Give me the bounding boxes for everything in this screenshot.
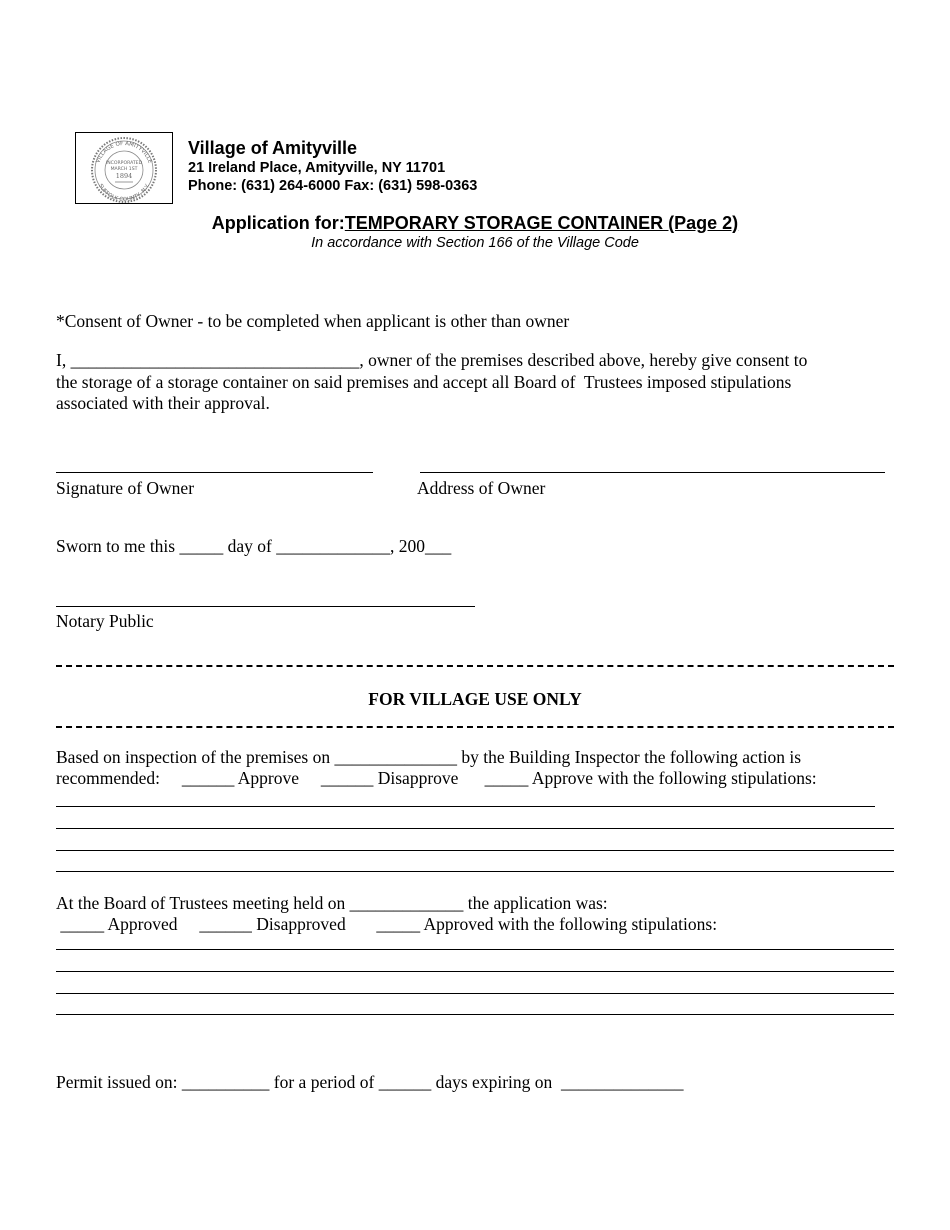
- sworn-statement: Sworn to me this _____ day of _____________, 200___: [56, 536, 452, 556]
- seal-middle-text-2: MARCH 1ST: [110, 167, 138, 172]
- permit-line: Permit issued on: __________ for a period of ______ days expiring on ______________: [56, 1072, 684, 1092]
- seal-icon: [88, 135, 160, 203]
- address-label: Address of Owner: [417, 478, 546, 498]
- inspection-stipulation-line[interactable]: [56, 871, 894, 872]
- inspection-stipulation-line[interactable]: [56, 850, 894, 851]
- signature-label: Signature of Owner: [56, 478, 195, 498]
- inspection-line-1: Based on inspection of the premises on ______________ by the Building Inspector the following action is: [56, 747, 802, 767]
- board-line-1: At the Board of Trustees meeting held on _____________ the application was:: [56, 893, 608, 913]
- board-stipulation-line[interactable]: [56, 1014, 894, 1015]
- signature-line[interactable]: [56, 472, 373, 473]
- consent-line-3: associated with their approval.: [56, 393, 270, 413]
- seal-bottom-text: SUFFOLK COUNTY, N.Y.: [96, 183, 152, 203]
- notary-line[interactable]: [56, 606, 475, 607]
- notary-label: Notary Public: [56, 611, 154, 631]
- application-title: [0, 213, 950, 234]
- divider-bottom: [56, 726, 894, 728]
- inspection-stipulation-line[interactable]: [56, 828, 894, 829]
- consent-line-1: I, _________________________________, owner of the premises described above, hereby give consent to: [56, 350, 808, 370]
- application-prefix: Application for:: [211, 213, 345, 233]
- board-stipulation-line[interactable]: [56, 971, 894, 972]
- seal-middle-text-1: INCORPORATED: [105, 161, 143, 166]
- seal-top-text: VILLAGE OF AMITYVILLE: [95, 140, 153, 165]
- village-seal: [75, 132, 173, 204]
- application-type: TEMPORARY STORAGE CONTAINER (Page 2): [344, 213, 739, 233]
- inspection-line-2: recommended: ______ Approve ______ Disapprove _____ Approve with the following stipulations:: [56, 768, 817, 788]
- org-name: Village of Amityville: [188, 138, 358, 158]
- consent-line-2: the storage of a storage container on said premises and accept all Board of Trustees imposed stipulations: [56, 372, 792, 392]
- org-address: 21 Ireland Place, Amityville, NY 11701: [188, 160, 446, 176]
- org-phone-fax: Phone: (631) 264-6000 Fax: (631) 598-0363: [188, 178, 478, 194]
- board-line-2: _____ Approved ______ Disapproved _____ Approved with the following stipulations:: [56, 914, 718, 934]
- address-line[interactable]: [420, 472, 885, 473]
- board-stipulation-line[interactable]: [56, 949, 894, 950]
- village-use-heading: FOR VILLAGE USE ONLY: [368, 689, 582, 709]
- consent-heading: *Consent of Owner - to be completed when applicant is other than owner: [56, 311, 570, 331]
- inspection-stipulation-line[interactable]: [56, 806, 875, 807]
- application-subtitle: In accordance with Section 166 of the Village Code: [311, 235, 639, 251]
- divider-top: [56, 665, 894, 667]
- seal-year: 1894: [115, 172, 133, 180]
- board-stipulation-line[interactable]: [56, 993, 894, 994]
